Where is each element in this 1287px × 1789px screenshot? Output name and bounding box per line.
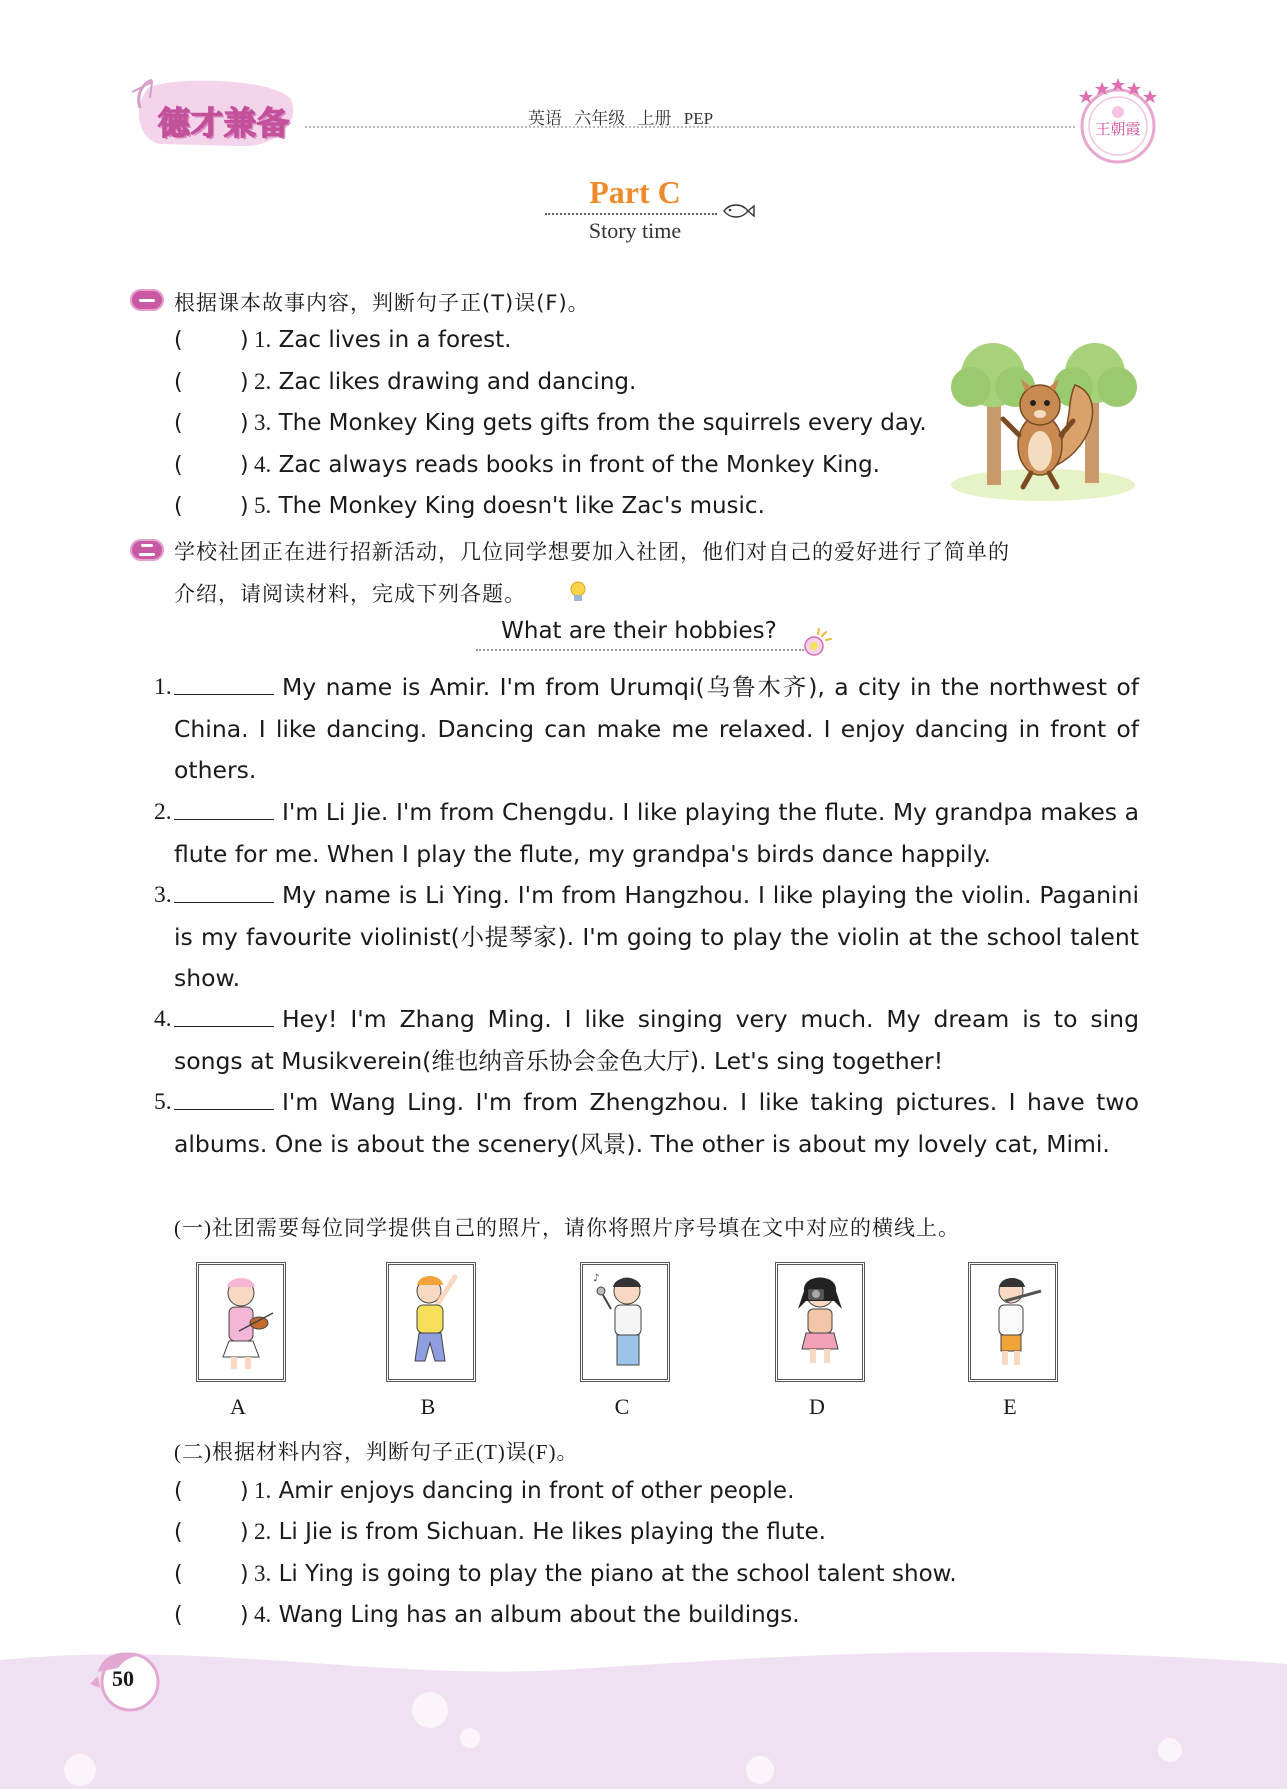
judge-item-4: 4. Zac always reads books in front of the Monkey King.: [254, 452, 880, 478]
photo-b-dancing: [386, 1262, 476, 1382]
answer-paren-5[interactable]: [174, 494, 183, 519]
task2-paren-1[interactable]: [174, 1479, 183, 1504]
lightbulb-icon: [567, 580, 589, 604]
title-divider: [545, 213, 717, 215]
photo-blank-1[interactable]: [174, 668, 274, 695]
photo-blank-2[interactable]: [174, 793, 274, 820]
judge-item-2: 2. Zac likes drawing and dancing.: [254, 369, 637, 395]
passage-1: 1. My name is Amir. I'm from Urumqi(乌鲁木齐), a city in the northwest of China. I like dancing. Dancing can make me relaxed. I enjoy dancing in front of others.: [174, 667, 1139, 792]
brand-stamp-icon: [1072, 76, 1164, 168]
passage-3: 3. My name is Li Ying. I'm from Hangzhou. I like playing the violin. Paganini is my favourite violinist(小提琴家). I'm going to play the violin at the school talent show.: [174, 875, 1139, 1000]
photo-e-flute: [968, 1262, 1058, 1382]
answer-paren-4[interactable]: [174, 453, 183, 478]
reading-title-divider: [476, 649, 804, 651]
section-2-badge: [130, 539, 164, 561]
answer-paren-3[interactable]: [174, 411, 183, 436]
photo-label-a: A: [230, 1394, 246, 1419]
task2-item-2: 2. Li Jie is from Sichuan. He likes playing the flute.: [254, 1519, 826, 1545]
section-2-instruction-line1: 学校社团正在进行招新活动，几位同学想要加入社团，他们对自己的爱好进行了简单的: [174, 540, 1010, 564]
section-2-instruction-line2: 介绍，请阅读材料，完成下列各题。: [174, 582, 526, 606]
photo-blank-5[interactable]: [174, 1083, 274, 1110]
photo-label-d: D: [809, 1394, 825, 1419]
task-2-instruction: (二)根据材料内容，判断句子正(T)误(F)。: [174, 1440, 579, 1464]
logo-text: 德才兼备: [158, 104, 291, 142]
passage-5: 5. I'm Wang Ling. I'm from Zhengzhou. I like taking pictures. I have two albums. One is about the scenery(风景). The other is about my lovely cat, Mimi.: [174, 1082, 1139, 1165]
photo-label-c: C: [614, 1394, 630, 1419]
task2-item-1: 1. Amir enjoys dancing in front of other people.: [254, 1478, 795, 1504]
judge-item-5: 5. The Monkey King doesn't like Zac's music.: [254, 493, 765, 519]
task2-item-3: 3. Li Ying is going to play the piano at the school talent show.: [254, 1561, 957, 1587]
page-number: 50: [112, 1666, 134, 1691]
page-subtitle: Story time: [588, 218, 682, 243]
passage-2: 2. I'm Li Jie. I'm from Chengdu. I like playing the flute. My grandpa makes a flute for me. When I play the flute, my grandpa's birds dance happily.: [174, 792, 1139, 875]
brand-name: 王朝霞: [1095, 120, 1141, 138]
reading-title: What are their hobbies?: [501, 618, 777, 644]
page-title: Part C: [589, 174, 681, 210]
task2-paren-2[interactable]: [174, 1520, 183, 1545]
idea-bulb-icon: [800, 628, 832, 658]
task2-item-4: 4. Wang Ling has an album about the buildings.: [254, 1602, 800, 1628]
passage-4: 4. Hey! I'm Zhang Ming. I like singing very much. My dream is to sing songs at Musikverein(维也纳音乐协会金色大厅). Let's sing together!: [174, 999, 1139, 1082]
judge-item-1: 1. Zac lives in a forest.: [254, 327, 512, 353]
photo-a-violin: [196, 1262, 286, 1382]
photo-c-singing: [580, 1262, 670, 1382]
footer-wave: [0, 1620, 1287, 1789]
photo-blank-4[interactable]: [174, 1000, 274, 1027]
photo-blank-3[interactable]: [174, 876, 274, 903]
judge-item-3: 3. The Monkey King gets gifts from the squirrels every day.: [254, 410, 927, 436]
answer-paren-1[interactable]: [174, 328, 183, 353]
photo-label-e: E: [1003, 1394, 1017, 1419]
task-1-instruction: (一)社团需要每位同学提供自己的照片，请你将照片序号填在文中对应的横线上。: [174, 1216, 960, 1240]
squirrel-illustration: [945, 335, 1140, 505]
section-1-badge: [130, 289, 164, 311]
photo-label-b: B: [420, 1394, 436, 1419]
answer-paren-2[interactable]: [174, 370, 183, 395]
task2-paren-3[interactable]: [174, 1562, 183, 1587]
book-info: 英语 六年级 上册 PEP: [528, 109, 714, 128]
svg-text:♪: ♪: [593, 1273, 600, 1284]
section-1-instruction: 根据课本故事内容，判断句子正(T)误(F)。: [174, 291, 590, 315]
photo-d-camera: [775, 1262, 865, 1382]
